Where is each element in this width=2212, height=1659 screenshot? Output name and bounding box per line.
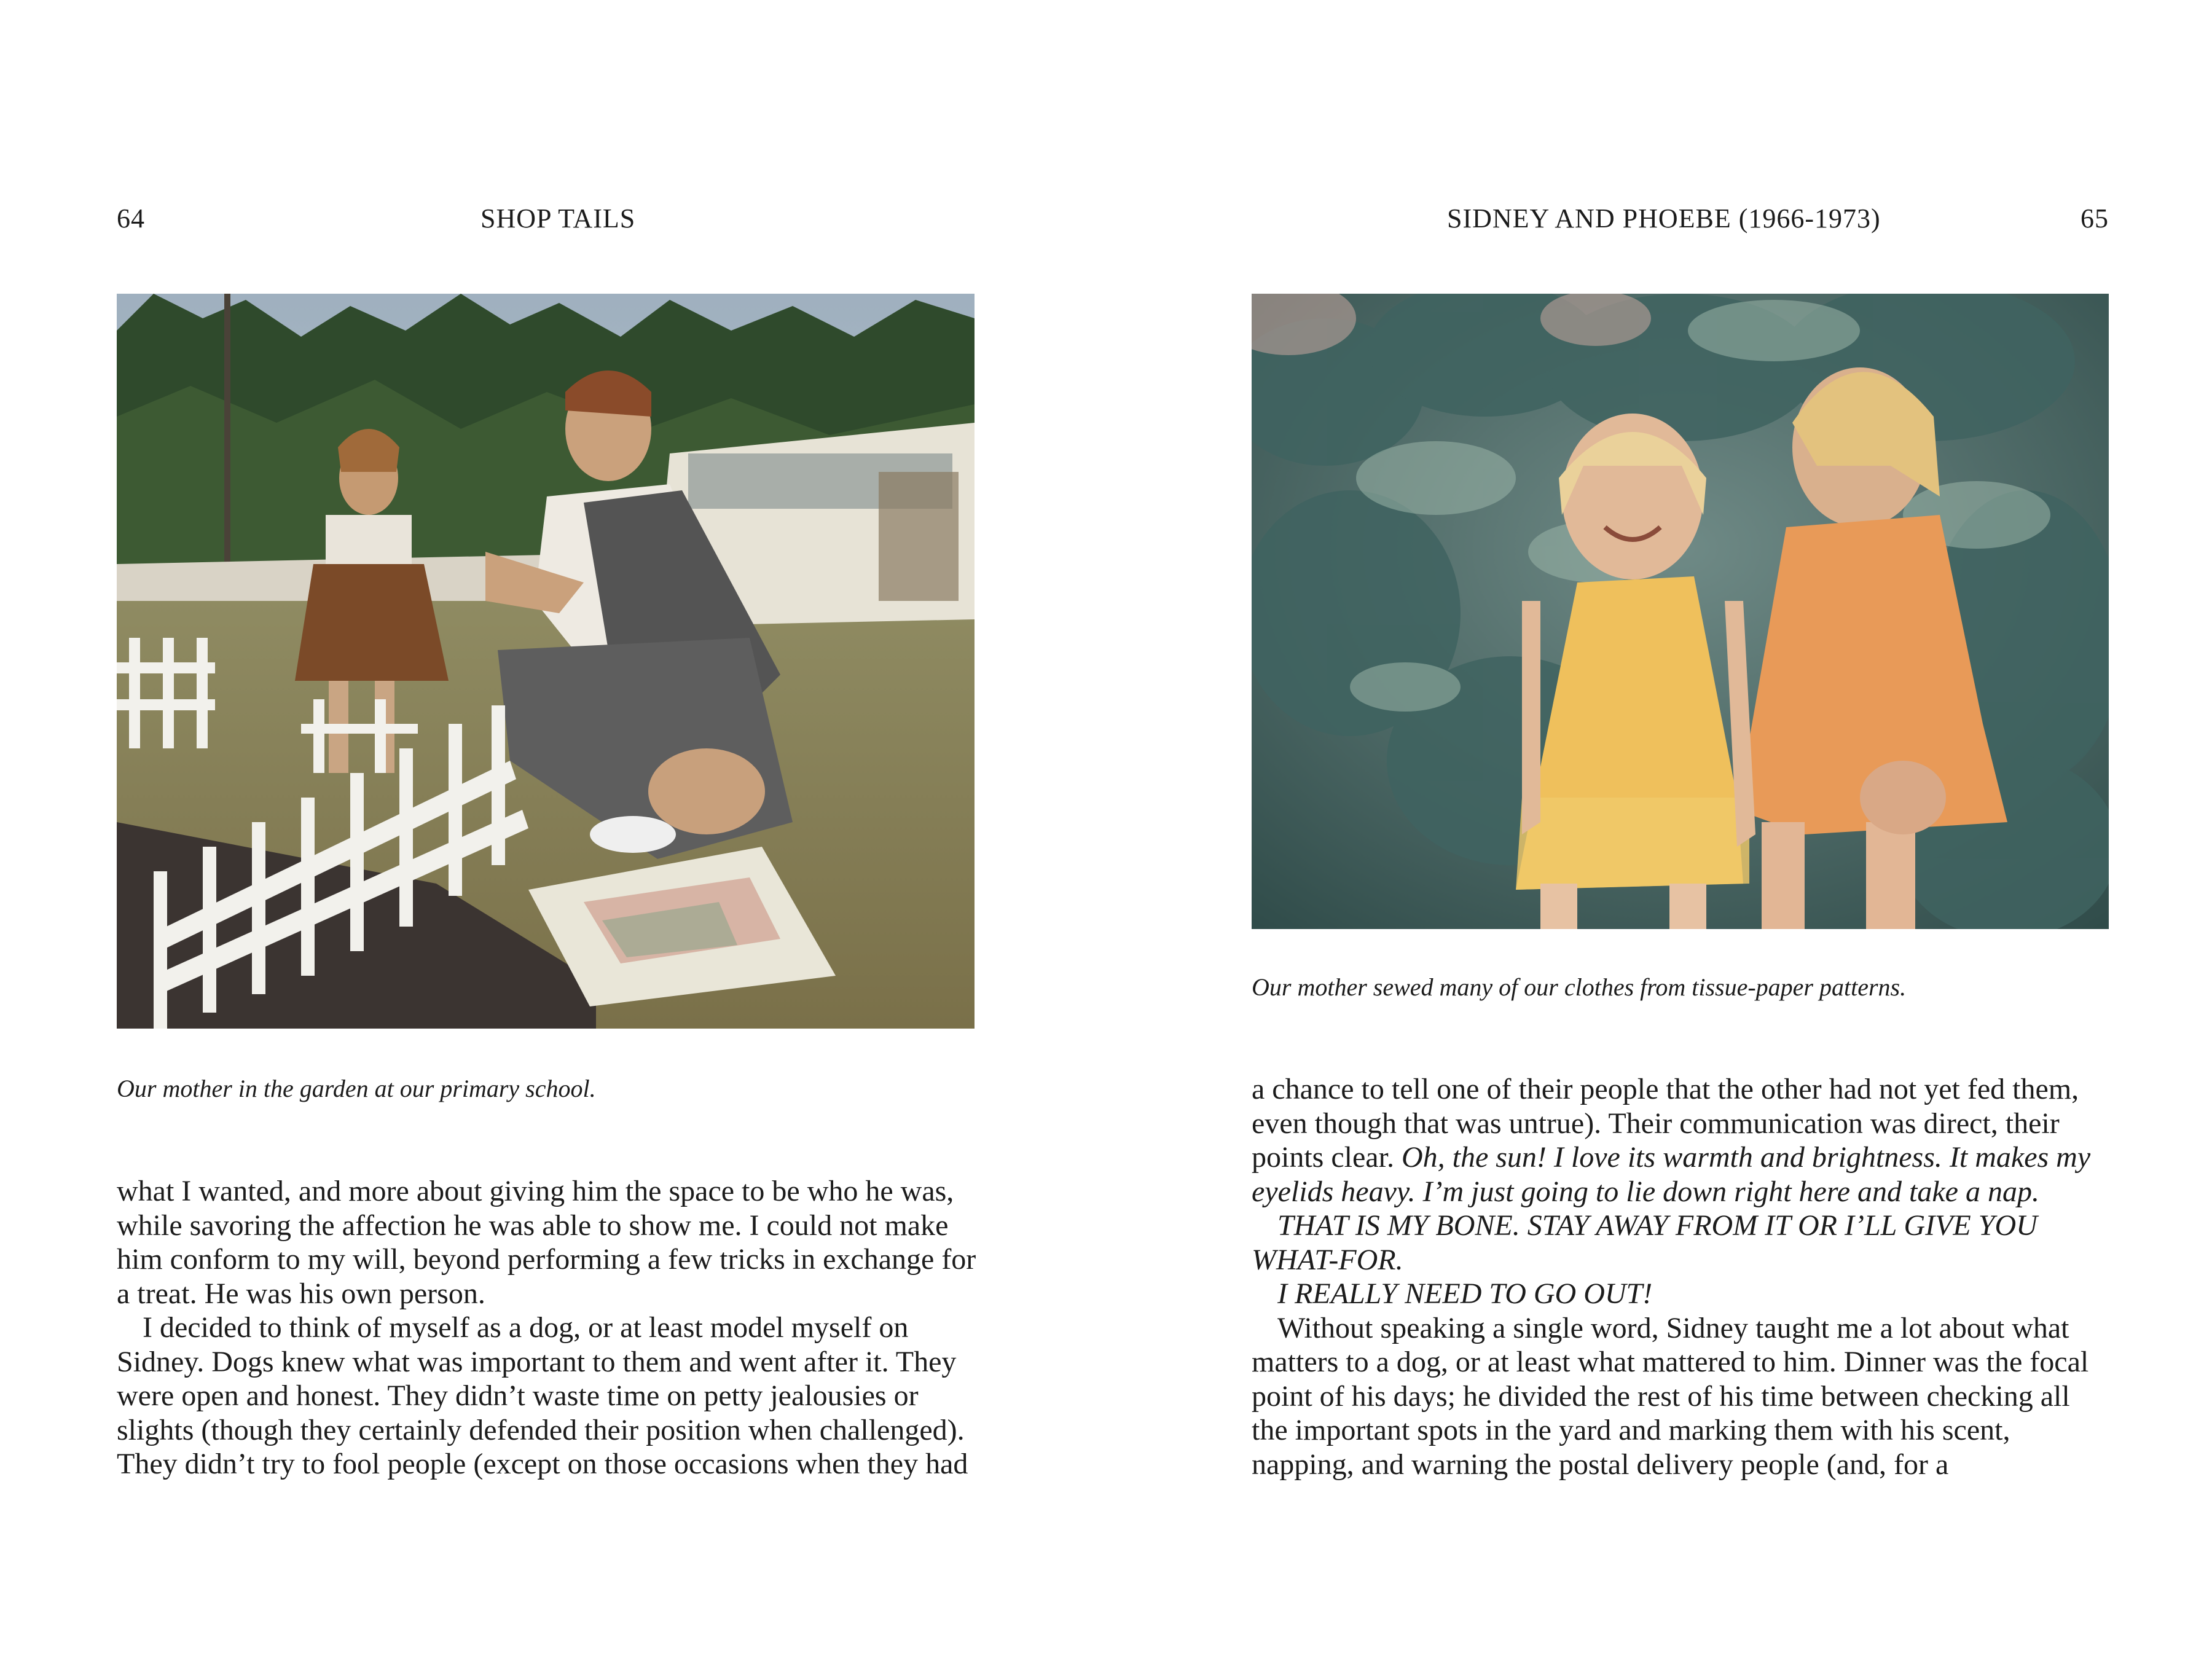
paragraph: what I wanted, and more about giving him the space to be who he was, while savoring the affection he was able to show me. I could not make him conform to my will, beyond performing a few tricks in exchange for a treat. He was his own person. bbox=[117, 1175, 976, 1310]
paragraph: Without speaking a single word, Sidney taught me a lot about what matters to a dog, or at least what mattered to him. Dinner was the focal point of his days; he divided the rest of his time between checking all the important spots in the yard and marking them with his scent, napping, and warning the postal delivery people (and, for a bbox=[1252, 1311, 2089, 1481]
paragraph: I decided to think of myself as a dog, or at least model myself on Sidney. Dogs knew what was important to them and went after it. They were open and honest. They didn’t waste time on petty jealousies or slights (though they certainly defended their position when challenged). They didn’t try to fool people (except on those occasions when they had bbox=[117, 1311, 968, 1480]
dog-thought-italic: Oh, the sun! I love its warmth and brightness. It makes my eyelids heavy. I’m just going to lie down right here and take a nap. bbox=[1252, 1141, 2091, 1208]
running-head: SIDNEY AND PHOEBE (1966-1973) bbox=[1447, 203, 1881, 233]
photo-caption: Our mother in the garden at our primary school. bbox=[117, 1075, 596, 1102]
page-number: 64 bbox=[117, 203, 145, 233]
right-page bbox=[1106, 0, 2212, 1659]
paragraph bbox=[1252, 1072, 2112, 1209]
dog-thought-italic: I REALLY NEED TO GO OUT! bbox=[1277, 1277, 1653, 1310]
left-body-text bbox=[117, 1174, 977, 1481]
page-number: 65 bbox=[2081, 203, 2109, 233]
dog-thought-italic: THAT IS MY BONE. STAY AWAY FROM IT OR I’LL GIVE YOU WHAT-FOR. bbox=[1252, 1209, 2037, 1276]
mother-in-garden-photo bbox=[117, 294, 975, 1029]
running-head: SHOP TAILS bbox=[480, 203, 636, 233]
right-body-text bbox=[1252, 1072, 2112, 1481]
paragraph-text: a chance to tell one of their people that the other had not yet fed them, even though that was untrue). Their communication was direct, their points clear. bbox=[1252, 1073, 2079, 1174]
photo-caption: Our mother sewed many of our clothes from tissue-paper patterns. bbox=[1252, 973, 1907, 1001]
two-girls-in-dresses-photo bbox=[1252, 294, 2109, 929]
